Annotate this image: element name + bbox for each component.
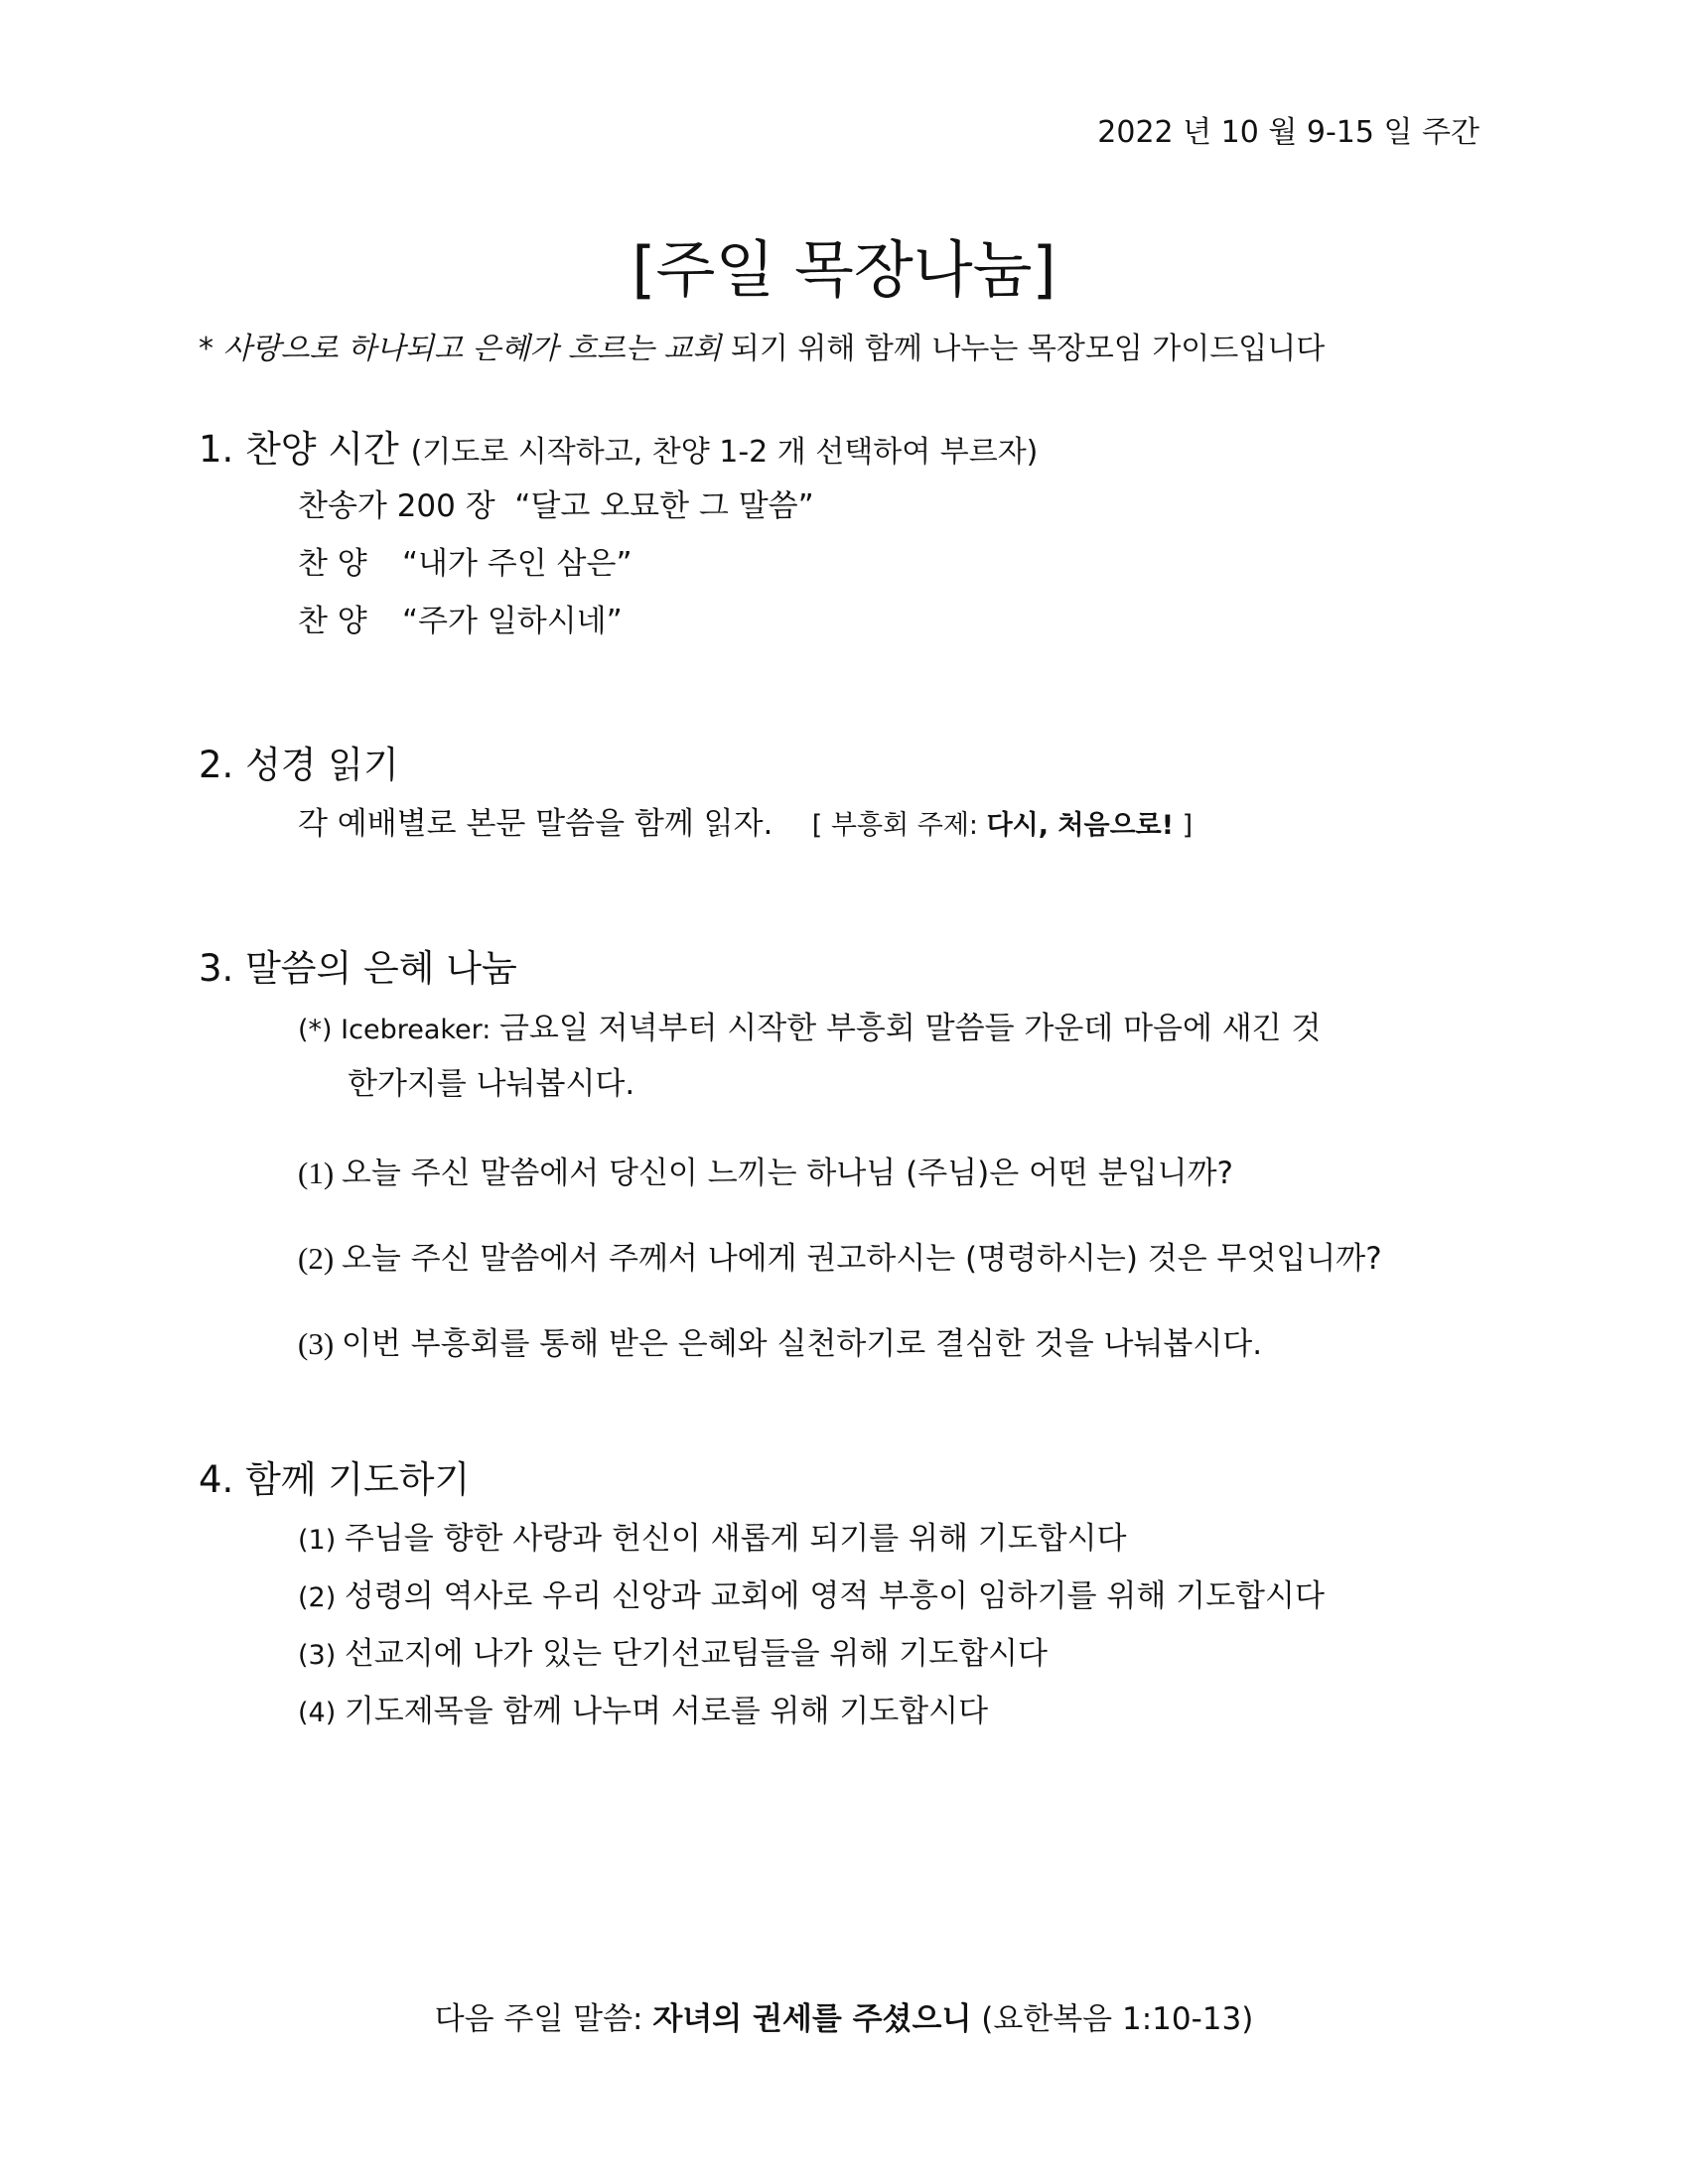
prayer-number: (2) bbox=[298, 1582, 345, 1613]
bible-reading-line bbox=[298, 798, 1193, 843]
question-number: (3) bbox=[298, 1326, 342, 1361]
question-text: 오늘 주신 말씀에서 주께서 나에게 권고하시는 (명령하시는) 것은 무엇입니까? bbox=[341, 1241, 1382, 1277]
hymn-label: 찬 양 bbox=[298, 546, 367, 582]
section-1-heading bbox=[199, 419, 1038, 473]
icebreaker-text: 금요일 저녁부터 시작한 부흥회 말씀들 가운데 마음에 새긴 것 bbox=[498, 1011, 1322, 1046]
section-1-note: (기도로 시작하고, 찬양 1-2 개 선택하여 부르자) bbox=[410, 435, 1039, 470]
prayer-item bbox=[298, 1686, 988, 1730]
prayer-item bbox=[298, 1570, 1325, 1615]
reading-instruction: 각 예배별로 본문 말씀을 함께 읽자. bbox=[298, 806, 774, 842]
section-1-title: 1. 찬양 시간 bbox=[199, 428, 411, 471]
hymn-title: “달고 오묘한 그 말씀” bbox=[514, 488, 814, 524]
hymn-line bbox=[298, 538, 633, 583]
section-3-heading: 3. 말씀의 은혜 나눔 bbox=[199, 947, 517, 990]
prayer-text: 선교지에 나가 있는 단기선교팀들을 위해 기도합시다 bbox=[344, 1636, 1048, 1672]
prayer-number: (1) bbox=[298, 1525, 345, 1556]
hymn-label: 찬 양 bbox=[298, 604, 367, 639]
theme-open: [ 부흥회 주제: bbox=[811, 810, 987, 841]
subtitle-star: * bbox=[199, 332, 223, 366]
question-3 bbox=[298, 1318, 1262, 1363]
question-text: 이번 부흥회를 통해 받은 은혜와 실천하기로 결심한 것을 나눠봅시다. bbox=[341, 1326, 1263, 1362]
prayer-item bbox=[298, 1628, 1048, 1673]
subtitle-italic: 사랑으로 하나되고 은혜가 흐르는 교회 bbox=[222, 332, 722, 366]
question-2 bbox=[298, 1233, 1382, 1278]
hymn-line bbox=[298, 480, 814, 525]
prayer-text: 기도제목을 함께 나누며 서로를 위해 기도합시다 bbox=[344, 1694, 989, 1729]
next-sermon-label: 다음 주일 말씀: bbox=[434, 2001, 653, 2037]
icebreaker-line bbox=[298, 1003, 1321, 1047]
question-number: (2) bbox=[298, 1241, 342, 1276]
next-sermon-reference: (요한복음 1:10-13) bbox=[971, 2001, 1254, 2037]
subtitle-rest: 되기 위해 함께 나누는 목장모임 가이드입니다 bbox=[721, 332, 1326, 366]
section-4-heading: 4. 함께 기도하기 bbox=[199, 1458, 471, 1501]
hymn-label: 찬송가 200 장 bbox=[298, 488, 495, 524]
week-date: 2022 년 10 월 9-15 일 주간 bbox=[1097, 115, 1479, 150]
page-title: [주일 목장나눔] bbox=[632, 233, 1056, 306]
question-number: (1) bbox=[298, 1156, 342, 1190]
hymn-title: “내가 주인 삼은” bbox=[402, 546, 633, 582]
icebreaker-label: (*) Icebreaker: bbox=[298, 1015, 499, 1045]
icebreaker-continued: 한가지를 나눠봅시다. bbox=[348, 1066, 635, 1102]
section-2-heading: 2. 성경 읽기 bbox=[199, 744, 399, 786]
subtitle bbox=[199, 324, 1325, 367]
prayer-text: 성령의 역사로 우리 신앙과 교회에 영적 부흥이 임하기를 위해 기도합시다 bbox=[344, 1578, 1325, 1614]
question-1 bbox=[298, 1148, 1233, 1192]
hymn-line bbox=[298, 596, 623, 640]
prayer-item bbox=[298, 1513, 1127, 1558]
hymn-title: “주가 일하시네” bbox=[402, 604, 623, 639]
next-sermon-title: 자녀의 권세를 주셨으니 bbox=[652, 2001, 972, 2037]
question-text: 오늘 주신 말씀에서 당신이 느끼는 하나님 (주님)은 어떤 분입니까? bbox=[341, 1156, 1233, 1191]
prayer-number: (3) bbox=[298, 1640, 345, 1671]
revival-theme bbox=[812, 810, 1193, 841]
prayer-text: 주님을 향한 사랑과 헌신이 새롭게 되기를 위해 기도합시다 bbox=[344, 1521, 1127, 1557]
prayer-number: (4) bbox=[298, 1698, 345, 1728]
next-sermon bbox=[0, 1993, 1688, 2038]
theme-bold: 다시, 처음으로! bbox=[986, 810, 1175, 841]
theme-close: ] bbox=[1174, 810, 1194, 841]
